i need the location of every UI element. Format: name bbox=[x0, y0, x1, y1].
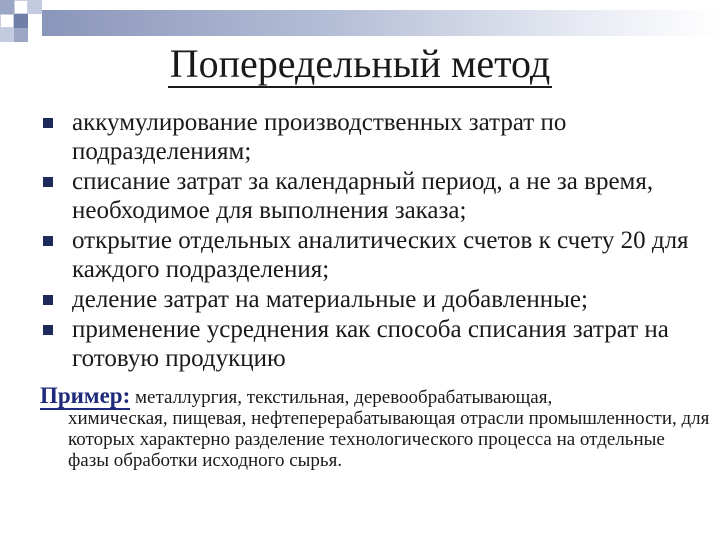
bullet-list bbox=[40, 108, 710, 374]
bullet-text: применение усреднения как способа списания затрат на готовую продукцию bbox=[72, 316, 669, 372]
corner-decoration bbox=[14, 0, 28, 14]
example-first-line: металлургия, текстильная, деревообрабатывающая, bbox=[135, 387, 553, 408]
square-bullet-icon bbox=[43, 118, 53, 128]
corner-decoration bbox=[28, 14, 42, 28]
slide-title-text: Попередельный метод bbox=[169, 41, 551, 86]
corner-decoration bbox=[14, 14, 28, 28]
corner-decoration bbox=[0, 0, 14, 14]
corner-decoration bbox=[0, 14, 14, 28]
header-gradient-bar bbox=[42, 10, 720, 36]
bullet-text: открытие отдельных аналитических счетов к счету 20 для каждого подразделения; bbox=[72, 227, 689, 283]
square-bullet-icon bbox=[43, 325, 53, 335]
square-bullet-icon bbox=[43, 177, 53, 187]
bullet-text: деление затрат на материальные и добавленные; bbox=[72, 286, 588, 313]
bullet-item bbox=[40, 167, 710, 225]
bullet-item bbox=[40, 108, 710, 166]
bullet-text: списание затрат за календарный период, а не за время, необходимое для выполнения заказа; bbox=[72, 168, 654, 224]
bullet-text: аккумулирование производственных затрат по подразделениям; bbox=[72, 109, 567, 165]
bullet-item bbox=[40, 315, 710, 373]
square-bullet-icon bbox=[43, 236, 53, 246]
slide-title bbox=[0, 38, 720, 90]
example-text: химическая, пищевая, нефтеперерабатывающая отрасли промышленности, для которых характерно разделение технологического процесса на отдельные фазы обработки исходного сырья. bbox=[68, 408, 710, 471]
example-block bbox=[40, 385, 710, 471]
corner-decoration bbox=[28, 0, 42, 14]
bullet-item bbox=[40, 226, 710, 284]
bullet-item bbox=[40, 285, 710, 314]
square-bullet-icon bbox=[43, 295, 53, 305]
example-label: Пример: bbox=[40, 383, 131, 408]
